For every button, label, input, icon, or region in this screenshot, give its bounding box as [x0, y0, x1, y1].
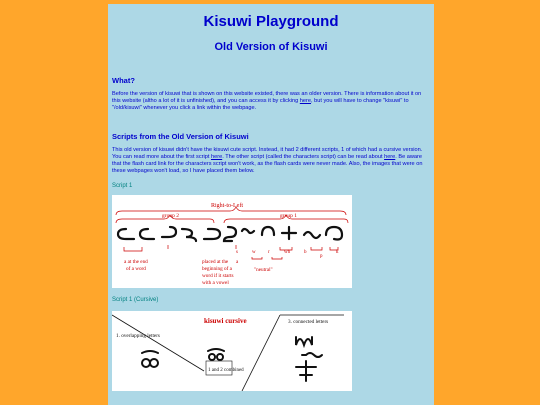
- letter-label: b: [304, 250, 307, 256]
- combined-label: 1 and 2 combined: [208, 368, 244, 374]
- group1-label: group 1: [280, 213, 297, 220]
- what-paragraph: [112, 91, 430, 113]
- letter-label: wh: [284, 250, 291, 256]
- cursive-title: kisuwi cursive: [204, 317, 247, 326]
- old-version-link[interactable]: here: [299, 98, 311, 105]
- letter-label: p: [320, 254, 323, 260]
- page-subtitle: Old Version of Kisuwi: [214, 41, 328, 53]
- page-title: Kisuwi Playground: [203, 13, 339, 30]
- content-panel: [108, 4, 434, 405]
- script1-notes: [124, 259, 273, 286]
- first-script-link[interactable]: here: [210, 153, 223, 160]
- scripts-heading: Scripts from the Old Version of Kisuwi: [112, 131, 249, 141]
- scripts-text-3: . Be aware that the flash card link for the characters script won't work, as the flash cards were never made. Also, the images that were on these webpages won't load, so I have placed them below.: [112, 153, 423, 175]
- letter-label: s: [236, 250, 238, 256]
- letter-label: w: [252, 250, 256, 256]
- connected-label: 3. connected letters: [288, 319, 329, 326]
- letter-label: r: [268, 250, 270, 256]
- direction-label: Right-to-Left: [211, 203, 243, 210]
- script1-caption: Script 1: [112, 183, 133, 190]
- letter-labels: [236, 250, 339, 265]
- scripts-paragraph: [112, 147, 430, 176]
- script-glyphs: [118, 227, 342, 241]
- what-heading: What?: [112, 76, 135, 85]
- what-text-1: Before the version of kisuwi that is shown on this website existed, there was an older version. There is information about it on this website (altho a lot of it is unfinished), and you can access it by clicking: [112, 91, 422, 105]
- scripts-text-1: This old version of kisuwi didn't have the kisuwi cute script. Instead, it had 2 different scripts, 1 of which had a cursive version. You can read more about the first script: [112, 146, 423, 160]
- scripts-text-2: . The other script (called the characters script) can be read about: [222, 153, 385, 160]
- characters-script-link[interactable]: here: [384, 153, 396, 160]
- note-a-end: of a word: [126, 266, 146, 273]
- letter-label-a: a: [236, 260, 239, 266]
- letter-label: k: [336, 250, 339, 256]
- overlapping-label: 1. overlapping letters: [116, 333, 160, 340]
- script1-diagram: [112, 195, 352, 288]
- note-placed: word if it starts: [202, 273, 234, 280]
- note-placed: placed at the: [202, 259, 229, 266]
- script1-cursive-image: [112, 311, 352, 391]
- group2-label: group 2: [162, 213, 179, 220]
- note-a-end: a at the end: [124, 259, 148, 266]
- what-text-2: , but you will have to change "kisuwi" to "/old/kisuwi" whenever you click a link within the webpage.: [112, 98, 409, 112]
- cursive-diagram: [112, 311, 352, 391]
- script1-image: [112, 195, 352, 288]
- script1-cursive-caption: Script 1 (Cursive): [112, 297, 159, 304]
- note-placed: beginning of a: [202, 266, 232, 273]
- direction-brace: [116, 207, 348, 223]
- note-placed: with a vowel: [202, 280, 229, 287]
- note-neutral: "neutral": [254, 267, 273, 274]
